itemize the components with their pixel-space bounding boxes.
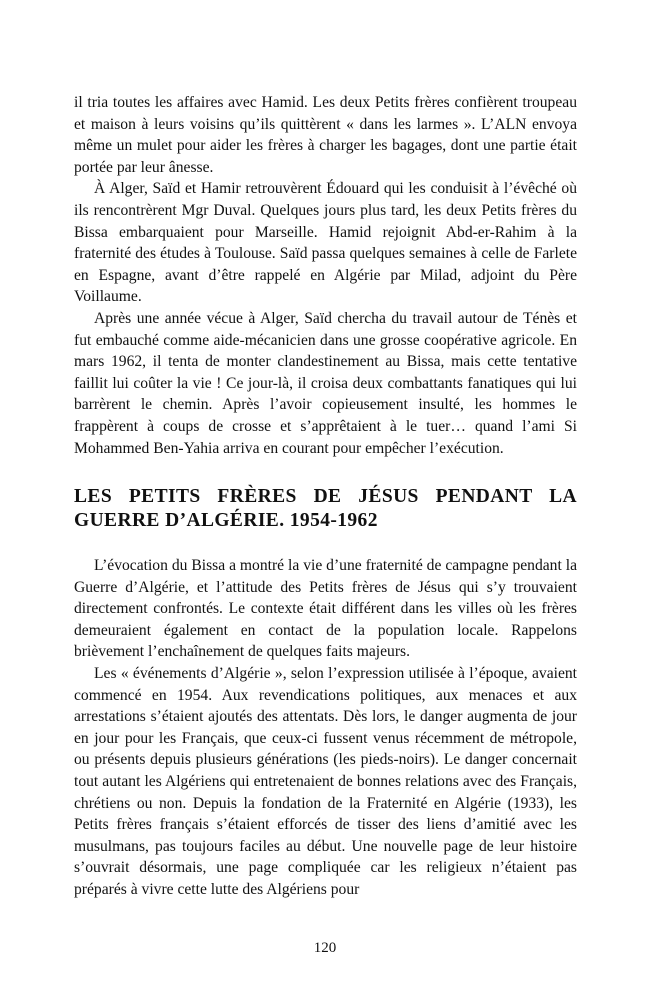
page-body [74,92,577,901]
paragraph-tenes: Après une année vécue à Alger, Saïd chercha du travail autour de Ténès et fut embauché comme aide-mécanicien dans une grosse coopérative agricole. En mars 1962, il tenta de monter clandestinement au Bissa, mais cette tentative faillit lui coûter la vie ! Ce jour-là, il croisa deux combattants fanatiques qui lui barrèrent le chemin. Après l’avoir copieusement insulté, les hommes le frappèrent à coups de crosse et s’apprêtaient à le tuer… quand l’ami Si Mohammed Ben-Yahia arriva en courant pour empêcher l’exécution. [74,309,577,457]
paragraph-evocation: L’évocation du Bissa a montré la vie d’une fraternité de campagne pendant la Guerre d’Algérie, et l’attitude des Petits frères de Jésus qui s’y trouvaient directement confrontés. Le contexte était différent dans les villes où les frères demeuraient également en contact de la population locale. Rappelons brièvement l’enchaînement de quelques faits majeurs. [74,557,577,661]
paragraph-evenements: Les « événements d’Algérie », selon l’expression utilisée à l’époque, avaient commencé en 1954. Aux revendications politiques, aux menaces et aux arrestations s’étaient ajoutés des attentats. Dès lors, le danger augmenta de jour en jour pour les Français, que ceux-ci fussent venus récemment de métropole, ou présents depuis plusieurs générations (les pieds-noirs). Le danger concernait tout autant les Algériens qui entretenaient de bonnes relations avec des Français, chrétiens ou non. Depuis la fondation de la Fraternité en Algérie (1933), les Petits frères français s’étaient efforcés de tisser des liens d’amitié avec les musulmans, pas toujours faciles au début. Une nouvelle page de leur histoire s’ouvrait désormais, une page compliquée car les religieux n’étaient pas préparés à vivre cette lutte des Algériens pour [74,665,577,898]
page-number: 120 [313,940,337,956]
paragraph-alger: À Alger, Saïd et Hamir retrouvèrent Édouard qui les conduisit à l’évêché où ils rencontrèrent Mgr Duval. Quelques jours plus tard, les deux Petits frères du Bissa embarquaient pour Marseille. Hamid rejoignit Abd-er-Rahim à la fraternité des études à Toulouse. Saïd passa quelques semaines à celle de Farlete en Espagne, avant d’être rappelé en Algérie par Milad, adjoint du Père Voillaume. [74,180,577,306]
paragraph-continuation: il tria toutes les affaires avec Hamid. Les deux Petits frères confièrent troupeau et maison à leurs voisins qu’ils quittèrent « dans les larmes ». L’ALN envoya même un mulet pour aider les frères à charger les bagages, dont une partie était portée par leur ânesse. [74,94,577,176]
section-heading: LES PETITS FRÈRES DE JÉSUS PENDANT LA GUERRE D’ALGÉRIE. 1954-1962 [74,486,577,532]
